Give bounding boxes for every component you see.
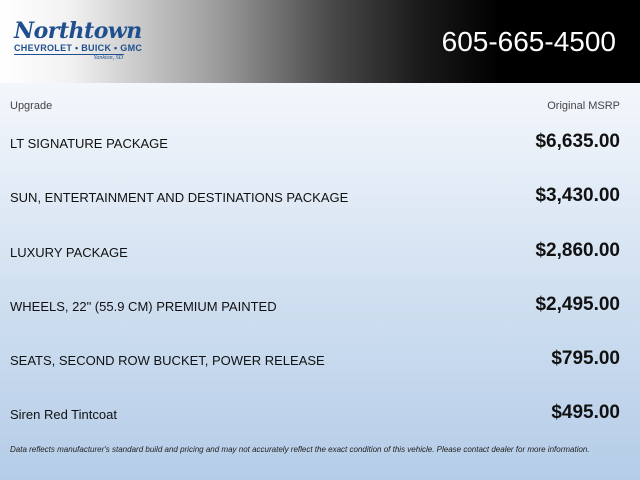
upgrade-name: WHEELS, 22" (55.9 CM) PREMIUM PAINTED <box>10 298 277 314</box>
column-header-upgrade: Upgrade <box>10 100 53 112</box>
list-item <box>0 128 640 182</box>
disclaimer-text: Data reflects manufacturer's standard build and pricing and may not accurately reflect the exact condition of this vehicle. Please contact dealer for more information. <box>10 445 590 454</box>
upgrade-price: $3,430.00 <box>535 185 620 207</box>
header-banner <box>0 0 640 83</box>
logo-dealer-name: Northtown <box>14 18 142 44</box>
upgrade-name: Siren Red Tintcoat <box>10 407 117 423</box>
upgrade-name: LUXURY PACKAGE <box>10 244 128 260</box>
dealer-logo <box>12 18 143 64</box>
upgrade-price: $795.00 <box>551 348 620 370</box>
upgrade-list <box>0 128 640 454</box>
upgrade-name: SEATS, SECOND ROW BUCKET, POWER RELEASE <box>10 353 325 369</box>
logo-brands: CHEVROLET • BUICK • GMC <box>14 43 143 53</box>
upgrade-price: $2,495.00 <box>535 293 620 315</box>
upgrade-name: LT SIGNATURE PACKAGE <box>10 136 168 151</box>
list-item <box>0 237 640 291</box>
phone-number: 605-665-4500 <box>441 26 616 57</box>
upgrade-price: $6,635.00 <box>535 131 620 152</box>
list-item <box>0 291 640 345</box>
list-item <box>0 182 640 236</box>
logo-city: Yankton, SD <box>93 55 123 61</box>
upgrade-price: $2,860.00 <box>535 239 620 261</box>
list-item <box>0 345 640 399</box>
upgrade-price: $495.00 <box>551 402 620 424</box>
upgrade-name: SUN, ENTERTAINMENT AND DESTINATIONS PACKAGE <box>10 190 349 206</box>
column-header-msrp: Original MSRP <box>547 100 620 112</box>
